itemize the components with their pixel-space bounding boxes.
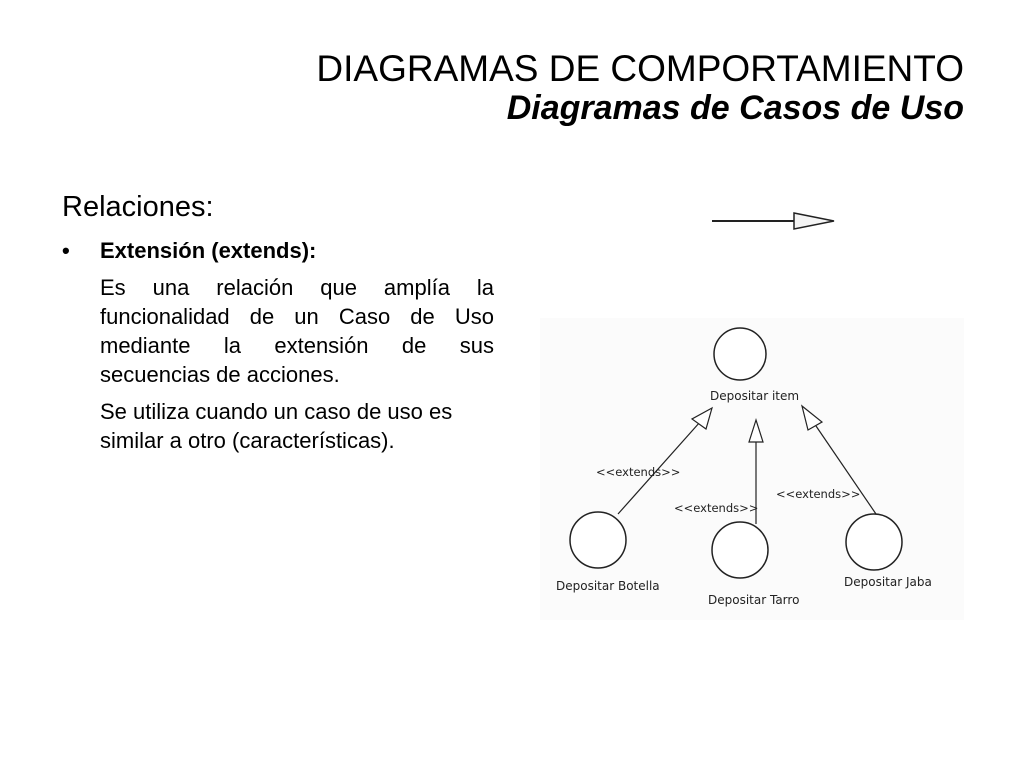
arrowhead-right-icon xyxy=(802,406,822,430)
use-case-botella-ellipse xyxy=(570,512,626,568)
stereotype-right: <<extends>> xyxy=(776,487,861,501)
title-main: DIAGRAMAS DE COMPORTAMIENTO xyxy=(316,48,964,89)
title-subtitle: Diagramas de Casos de Uso xyxy=(506,89,964,128)
use-case-diagram xyxy=(540,318,964,620)
stereotype-middle: <<extends>> xyxy=(674,501,759,515)
arrowhead-left-icon xyxy=(692,408,712,429)
use-case-tarro-ellipse xyxy=(712,522,768,578)
slide-title xyxy=(316,48,964,128)
usage-paragraph: Se utiliza cuando un caso de uso es similar a otro (características). xyxy=(100,399,453,454)
use-case-jaba-ellipse xyxy=(846,514,902,570)
definition-paragraph: Es una relación que amplía la funcionalidad de un Caso de Uso mediante la extensión de sus secuencias de acciones. xyxy=(100,275,494,388)
use-case-botella-label: Depositar Botella xyxy=(556,579,660,593)
use-case-tarro-label: Depositar Tarro xyxy=(708,593,800,607)
bullet-dot: • xyxy=(62,238,70,264)
use-case-jaba-label: Depositar Jaba xyxy=(844,575,932,589)
stereotype-left: <<extends>> xyxy=(596,465,681,479)
bullet-text: Extensión (extends): xyxy=(100,238,317,264)
section-heading: Relaciones: xyxy=(62,191,214,223)
bullet-item xyxy=(62,236,494,265)
base-use-case-label: Depositar item xyxy=(710,389,800,403)
extends-arrow-icon xyxy=(708,206,838,236)
slide-body xyxy=(62,188,494,463)
base-use-case-ellipse xyxy=(714,328,766,380)
arrowhead-middle-icon xyxy=(749,420,763,442)
